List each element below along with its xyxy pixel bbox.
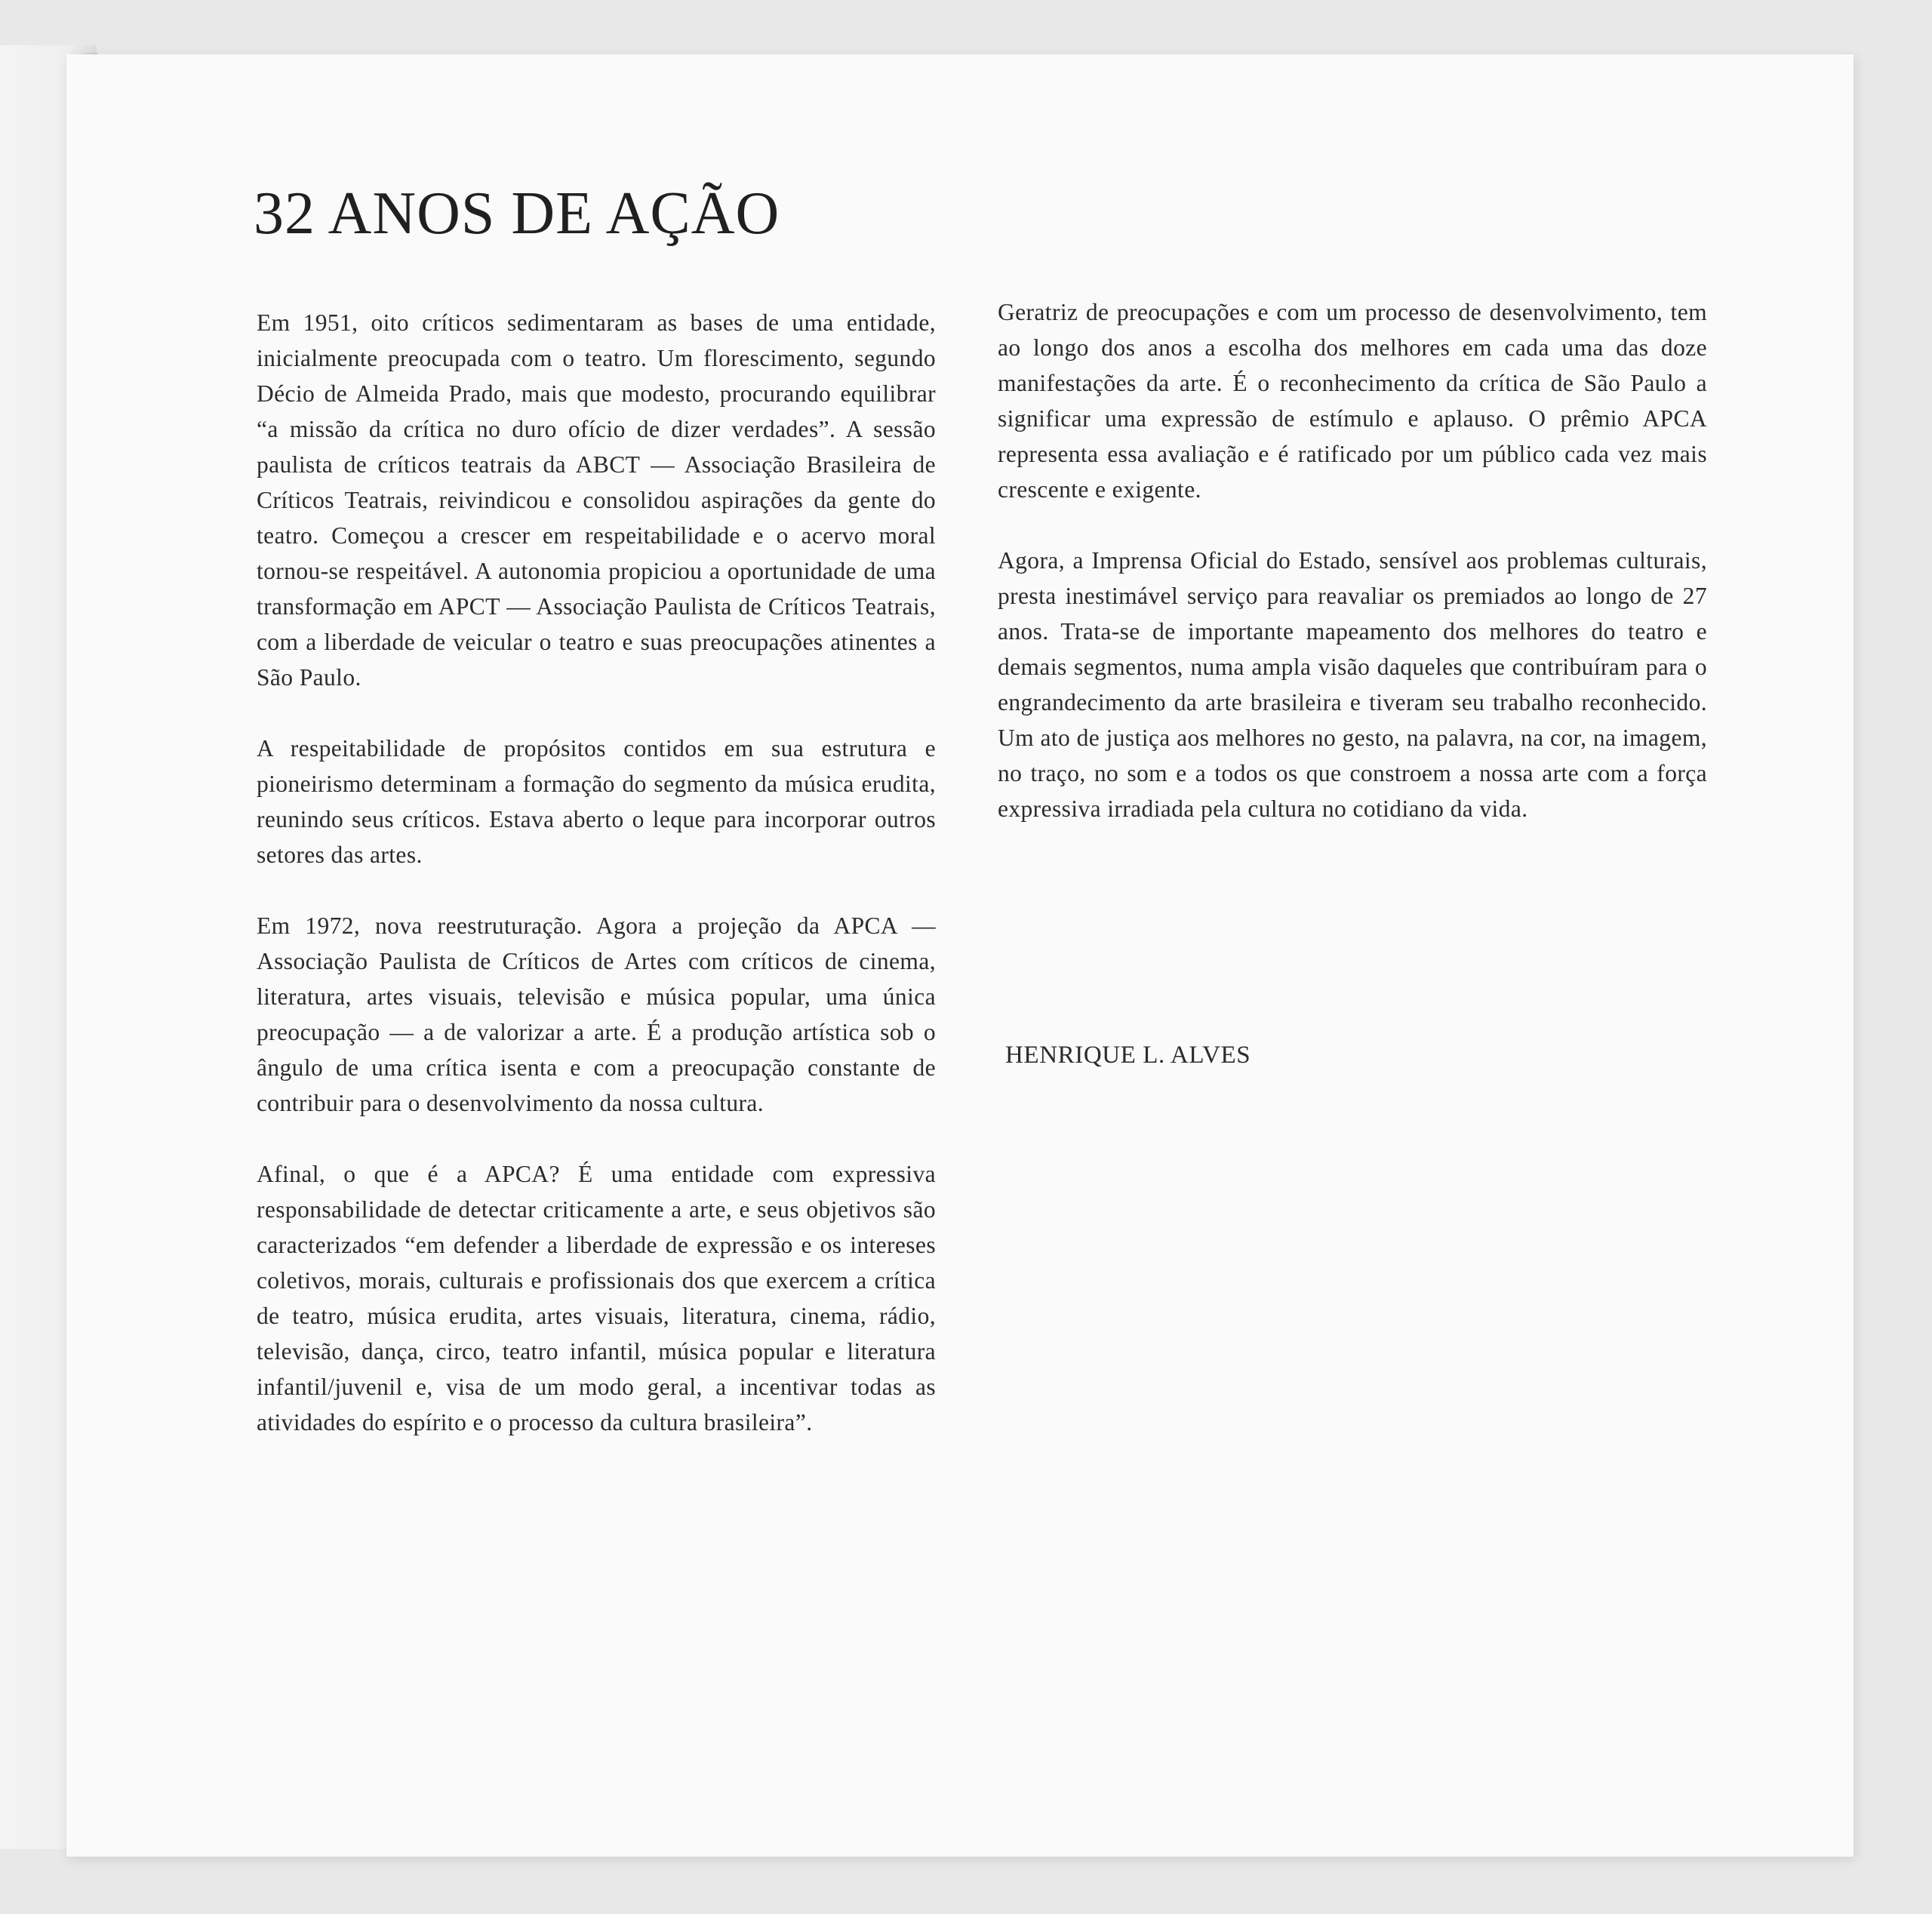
- paragraph: Em 1972, nova reestruturação. Agora a projeção da APCA — Associação Paulista de Críticos de Artes com críticos de cinema, literatura, artes visuais, televisão e música popular, uma única preocupação — a de valorizar a arte. É a produção artística sob o ângulo de uma crítica isenta e com a preocupação constante de contribuir para o desenvolvimento da nossa cultura.: [257, 912, 936, 1116]
- paragraph: A respeitabilidade de propósitos contidos em sua estrutura e pioneirismo determinam a formação do segmento da música erudita, reunindo seus críticos. Estava aberto o leque para incorporar outros setores das artes.: [257, 735, 936, 868]
- left-text-column: [257, 305, 936, 1476]
- paragraph: Geratriz de preocupações e com um processo de desenvolvimento, tem ao longo dos anos a escolha dos melhores em cada uma das doze manifestações da arte. É o reconhecimento da crítica de São Paulo a significar uma expressão de estímulo e aplauso. O prêmio APCA representa essa avaliação e é ratificado por um público cada vez mais crescente e exigente.: [998, 299, 1707, 503]
- right-text-column: [998, 294, 1707, 862]
- page-title: 32 ANOS DE AÇÃO: [254, 180, 780, 247]
- paragraph: Em 1951, oito críticos sedimentaram as bases de uma entidade, inicialmente preocupada com o teatro. Um florescimento, segundo Décio de Almeida Prado, mais que modesto, procurando equilibrar “a missão da crítica no duro ofício de dizer verdades”. A sessão paulista de críticos teatrais da ABCT — Associação Brasileira de Críticos Teatrais, reivindicou e consolidou aspirações da gente do teatro. Começou a crescer em respeitabilidade e o acervo moral tornou-se respeitável. A autonomia propiciou a oportunidade de uma transformação em APCT — Associação Paulista de Críticos Teatrais, com a liberdade de veicular o teatro e suas preocupações atinentes a São Paulo.: [257, 309, 936, 691]
- paragraph: Afinal, o que é a APCA? É uma entidade com expressiva responsabilidade de detectar criticamente a arte, e seus objetivos são caracterizados “em defender a liberdade de expressão e os intereses coletivos, morais, culturais e profissionais dos que exercem a crítica de teatro, música erudita, artes visuais, literatura, cinema, rádio, televisão, dança, circo, teatro infantil, música popular e literatura infantil/juvenil e, visa de um modo geral, a incentivar todas as atividades do espírito e o processo da cultura brasileira”.: [257, 1161, 936, 1436]
- author-signature: HENRIQUE L. ALVES: [1005, 1042, 1251, 1069]
- paragraph: Agora, a Imprensa Oficial do Estado, sensível aos problemas culturais, presta inestimável serviço para reavaliar os premiados ao longo de 27 anos. Trata-se de importante mapeamento dos melhores do teatro e demais segmentos, numa ampla visão daqueles que contribuíram para o engrandecimento da arte brasileira e tiveram seu trabalho reconhecido. Um ato de justiça aos melhores no gesto, na palavra, na cor, na imagem, no traço, no som e a todos os que constroem a nossa arte com a força expressiva irradiada pela cultura no cotidiano da vida.: [998, 547, 1707, 822]
